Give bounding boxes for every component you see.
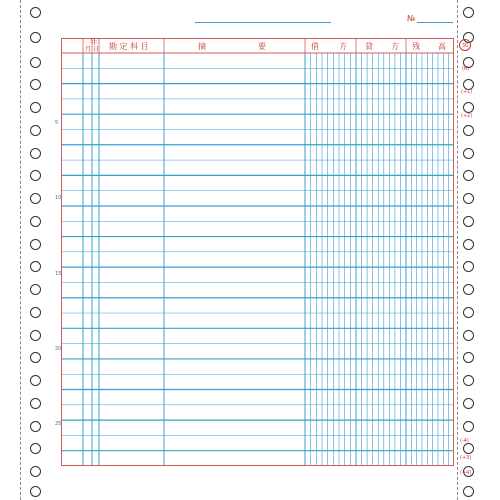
feed-hole bbox=[463, 7, 474, 18]
feed-hole bbox=[463, 375, 474, 386]
header-debit-left: 借 bbox=[311, 42, 319, 51]
feed-hole bbox=[30, 148, 41, 159]
header-credit-left: 貸 bbox=[365, 42, 373, 51]
header-month: 月 bbox=[85, 46, 92, 53]
feed-hole bbox=[30, 375, 41, 386]
header-balance-left: 残 bbox=[412, 42, 420, 51]
feed-hole bbox=[30, 57, 41, 68]
feed-hole bbox=[30, 32, 41, 43]
perforation-line-right bbox=[457, 0, 458, 500]
right-mark: (+1) bbox=[461, 89, 473, 95]
number-label: № bbox=[407, 14, 416, 23]
row-number-mark: 15 bbox=[55, 271, 62, 277]
feed-hole bbox=[463, 102, 474, 113]
feed-hole bbox=[30, 330, 41, 341]
feed-hole bbox=[30, 486, 41, 497]
feed-hole bbox=[463, 352, 474, 363]
ledger-grid bbox=[61, 38, 454, 466]
header-balance-right: 高 bbox=[438, 42, 446, 51]
ledger-form bbox=[61, 38, 454, 466]
feed-hole bbox=[30, 216, 41, 227]
feed-hole bbox=[30, 466, 41, 477]
feed-hole bbox=[463, 307, 474, 318]
feed-hole bbox=[30, 193, 41, 204]
feed-hole bbox=[463, 398, 474, 409]
feed-hole bbox=[30, 239, 41, 250]
feed-hole bbox=[463, 261, 474, 272]
right-mark: (+4) bbox=[460, 470, 472, 476]
feed-hole bbox=[463, 125, 474, 136]
feed-hole bbox=[30, 352, 41, 363]
right-feed-holes bbox=[463, 0, 477, 500]
feed-hole bbox=[30, 443, 41, 454]
row-number-mark: 10 bbox=[55, 195, 62, 201]
feed-hole bbox=[30, 170, 41, 181]
header-day: 日 bbox=[93, 46, 100, 53]
feed-hole bbox=[30, 102, 41, 113]
header-account: 勘 定 科 目 bbox=[109, 42, 149, 51]
title-line bbox=[195, 22, 331, 23]
feed-hole bbox=[463, 239, 474, 250]
feed-hole bbox=[463, 170, 474, 181]
header-year: 年 bbox=[90, 38, 98, 46]
header-summary-left: 摘 bbox=[198, 42, 206, 51]
feed-hole bbox=[463, 486, 474, 497]
feed-hole bbox=[30, 307, 41, 318]
feed-hole bbox=[463, 284, 474, 295]
feed-hole bbox=[30, 284, 41, 295]
number-line bbox=[417, 22, 453, 23]
right-mark: (+3) bbox=[460, 455, 472, 461]
row-number-mark: 25 bbox=[55, 421, 62, 427]
feed-hole bbox=[30, 261, 41, 272]
header-summary-right: 要 bbox=[258, 42, 266, 51]
left-feed-holes bbox=[30, 0, 44, 500]
feed-hole bbox=[463, 216, 474, 227]
feed-hole bbox=[30, 79, 41, 90]
feed-hole bbox=[30, 125, 41, 136]
feed-hole bbox=[463, 443, 474, 454]
page-count-mark: 30 bbox=[459, 39, 471, 51]
perforation-line-left bbox=[20, 0, 21, 500]
header-debit-right: 方 bbox=[339, 42, 347, 51]
feed-hole bbox=[463, 421, 474, 432]
feed-hole bbox=[30, 7, 41, 18]
row-number-mark: 5 bbox=[55, 120, 59, 126]
right-mark: (+2) bbox=[461, 113, 473, 119]
header-credit-right: 方 bbox=[391, 42, 399, 51]
right-mark: (6) bbox=[462, 66, 470, 72]
row-number-mark: 20 bbox=[55, 346, 62, 352]
feed-hole bbox=[30, 421, 41, 432]
feed-hole bbox=[463, 148, 474, 159]
feed-hole bbox=[463, 193, 474, 204]
right-mark: (-4) bbox=[460, 438, 469, 444]
feed-hole bbox=[30, 398, 41, 409]
feed-hole bbox=[463, 330, 474, 341]
